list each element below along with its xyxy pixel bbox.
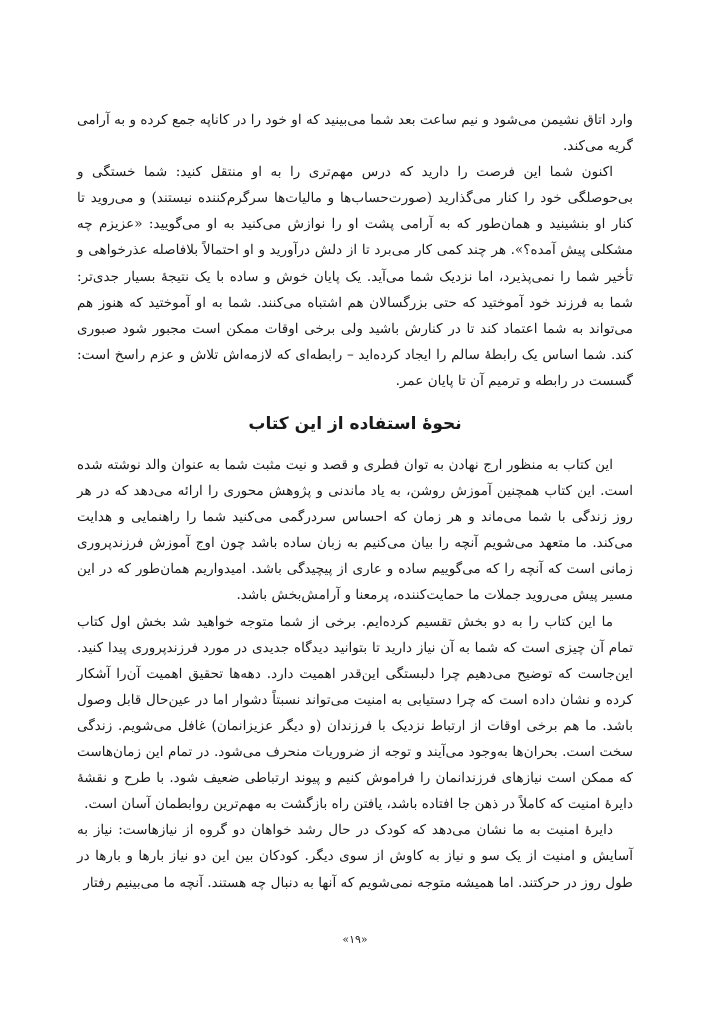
section-text-block <box>77 452 633 896</box>
intro-text-block <box>77 107 633 394</box>
section-heading: نحوهٔ استفاده از این کتاب <box>248 414 462 434</box>
body-paragraph: ما این کتاب را به دو بخش تقسیم کرده‌ایم. برخی از شما متوجه خواهید شد بخش اول کتاب تمام آن چیزی است که شما به آن نیاز دارید تا بتوانید دیدگاه جدیدی در مورد فرزندپروری پیدا کنید. این‌جاست که توضیح می‌دهیم چرا دلبستگی این‌قدر اهمیت دارد. دهه‌ها تحقیق اهمیت آن‌را آشکار کرده و نشان داده است که چرا دستیابی به امنیت می‌تواند نسبتاً دشوار اما در عین‌حال قابل وصول باشد. ما هم برخی اوقات از ارتباط نزدیک با فرزندان (و دیگر عزیزانمان) غافل می‌شویم. زندگی سخت است. بحران‌ها به‌وجود می‌آیند و توجه از ضروریات منحرف می‌شود. در تمام این زمان‌هاست که ممکن است نیازهای فرزندانمان را فراموش کنیم و پیوند ارتباطی ضعیف شود. با طرح و نقشهٔ دایرهٔ امنیت که کاملاً در ذهن جا افتاده باشد، یافتن راه بازگشت به مهم‌ترین روابطمان آسان است. <box>77 613 633 813</box>
body-paragraph: اکنون شما این فرصت را دارید که درس مهم‌تری را به او منتقل کنید: شما خستگی و بی‌حوصلگی خود را کنار می‌گذارید (صورت‌حساب‌ها و مالیات‌ها سرگرم‌کننده نیستند) و می‌روید تا کنار او بنشینید و همان‌طور که به آرامی پشت او را نوازش می‌کنید به او می‌گویید: «عزیزم چه مشکلی پیش آمده؟». هر چند کمی کار می‌برد تا از دلش درآورید و او احتمالاً بلافاصله عذرخواهی و تأخیر شما را نمی‌پذیرد، اما نزدیک شما می‌آید. یک پایان خوش و ساده با یک نتیجهٔ بسیار جدی‌تر: شما به فرزند خود آموختید که حتی بزرگسالان هم اشتباه می‌کنند. شما به او آموختید که هنوز هم می‌تواند به شما اعتماد کند تا در کنارش باشید ولی برخی اوقات ممکن است مجبور شود صبوری کند. شما اساس یک رابطهٔ سالم را ایجاد کرده‌اید – رابطه‌ای که لازمه‌اش تلاش و عزم راسخ است: گسست در رابطه و ترمیم آن تا پایان عمر. <box>77 164 633 389</box>
body-paragraph: دایرهٔ امنیت به ما نشان می‌دهد که کودک در حال رشد خواهان دو گروه از نیازهاست: نیاز به آسایش و امنیت از یک سو و نیاز به کاوش از سوی دیگر. کودکان بین این دو نیاز بارها و بارها در طول روز در حرکتند. اما همیشه متوجه نمی‌شویم که آنها به دنبال چه هستند. آنچه ما می‌بینیم رفتار <box>77 822 633 891</box>
page-number: «۱۹» <box>342 933 368 946</box>
body-paragraph: این کتاب به منظور ارج نهادن به توان فطری و قصد و نیت مثبت شما به عنوان والد نوشته شده است. این کتاب همچنین آموزش روشن، به یاد ماندنی و پژوهش محوری را ارائه می‌دهد که در هر روز زندگی با شما می‌ماند و هر زمان که احساس سردرگمی می‌کنید شما را راهنمایی و هدایت می‌کند. ما متعهد می‌شویم آنچه را بیان می‌کنیم به زبان ساده باشد چون اوج آموزش فرزندپروری زمانی است که آنچه را که می‌گوییم ساده و عاری از پیچیدگی باشد. امیدواریم همان‌طور که در این مسیر پیش می‌روید جملات ما حمایت‌کننده، پرمعنا و آرامش‌بخش باشد. <box>77 457 634 604</box>
body-paragraph: وارد اتاق نشیمن می‌شود و نیم ساعت بعد شما می‌بینید که او خود را در کاناپه جمع کرده و به آرامی گریه می‌کند. <box>77 112 633 155</box>
